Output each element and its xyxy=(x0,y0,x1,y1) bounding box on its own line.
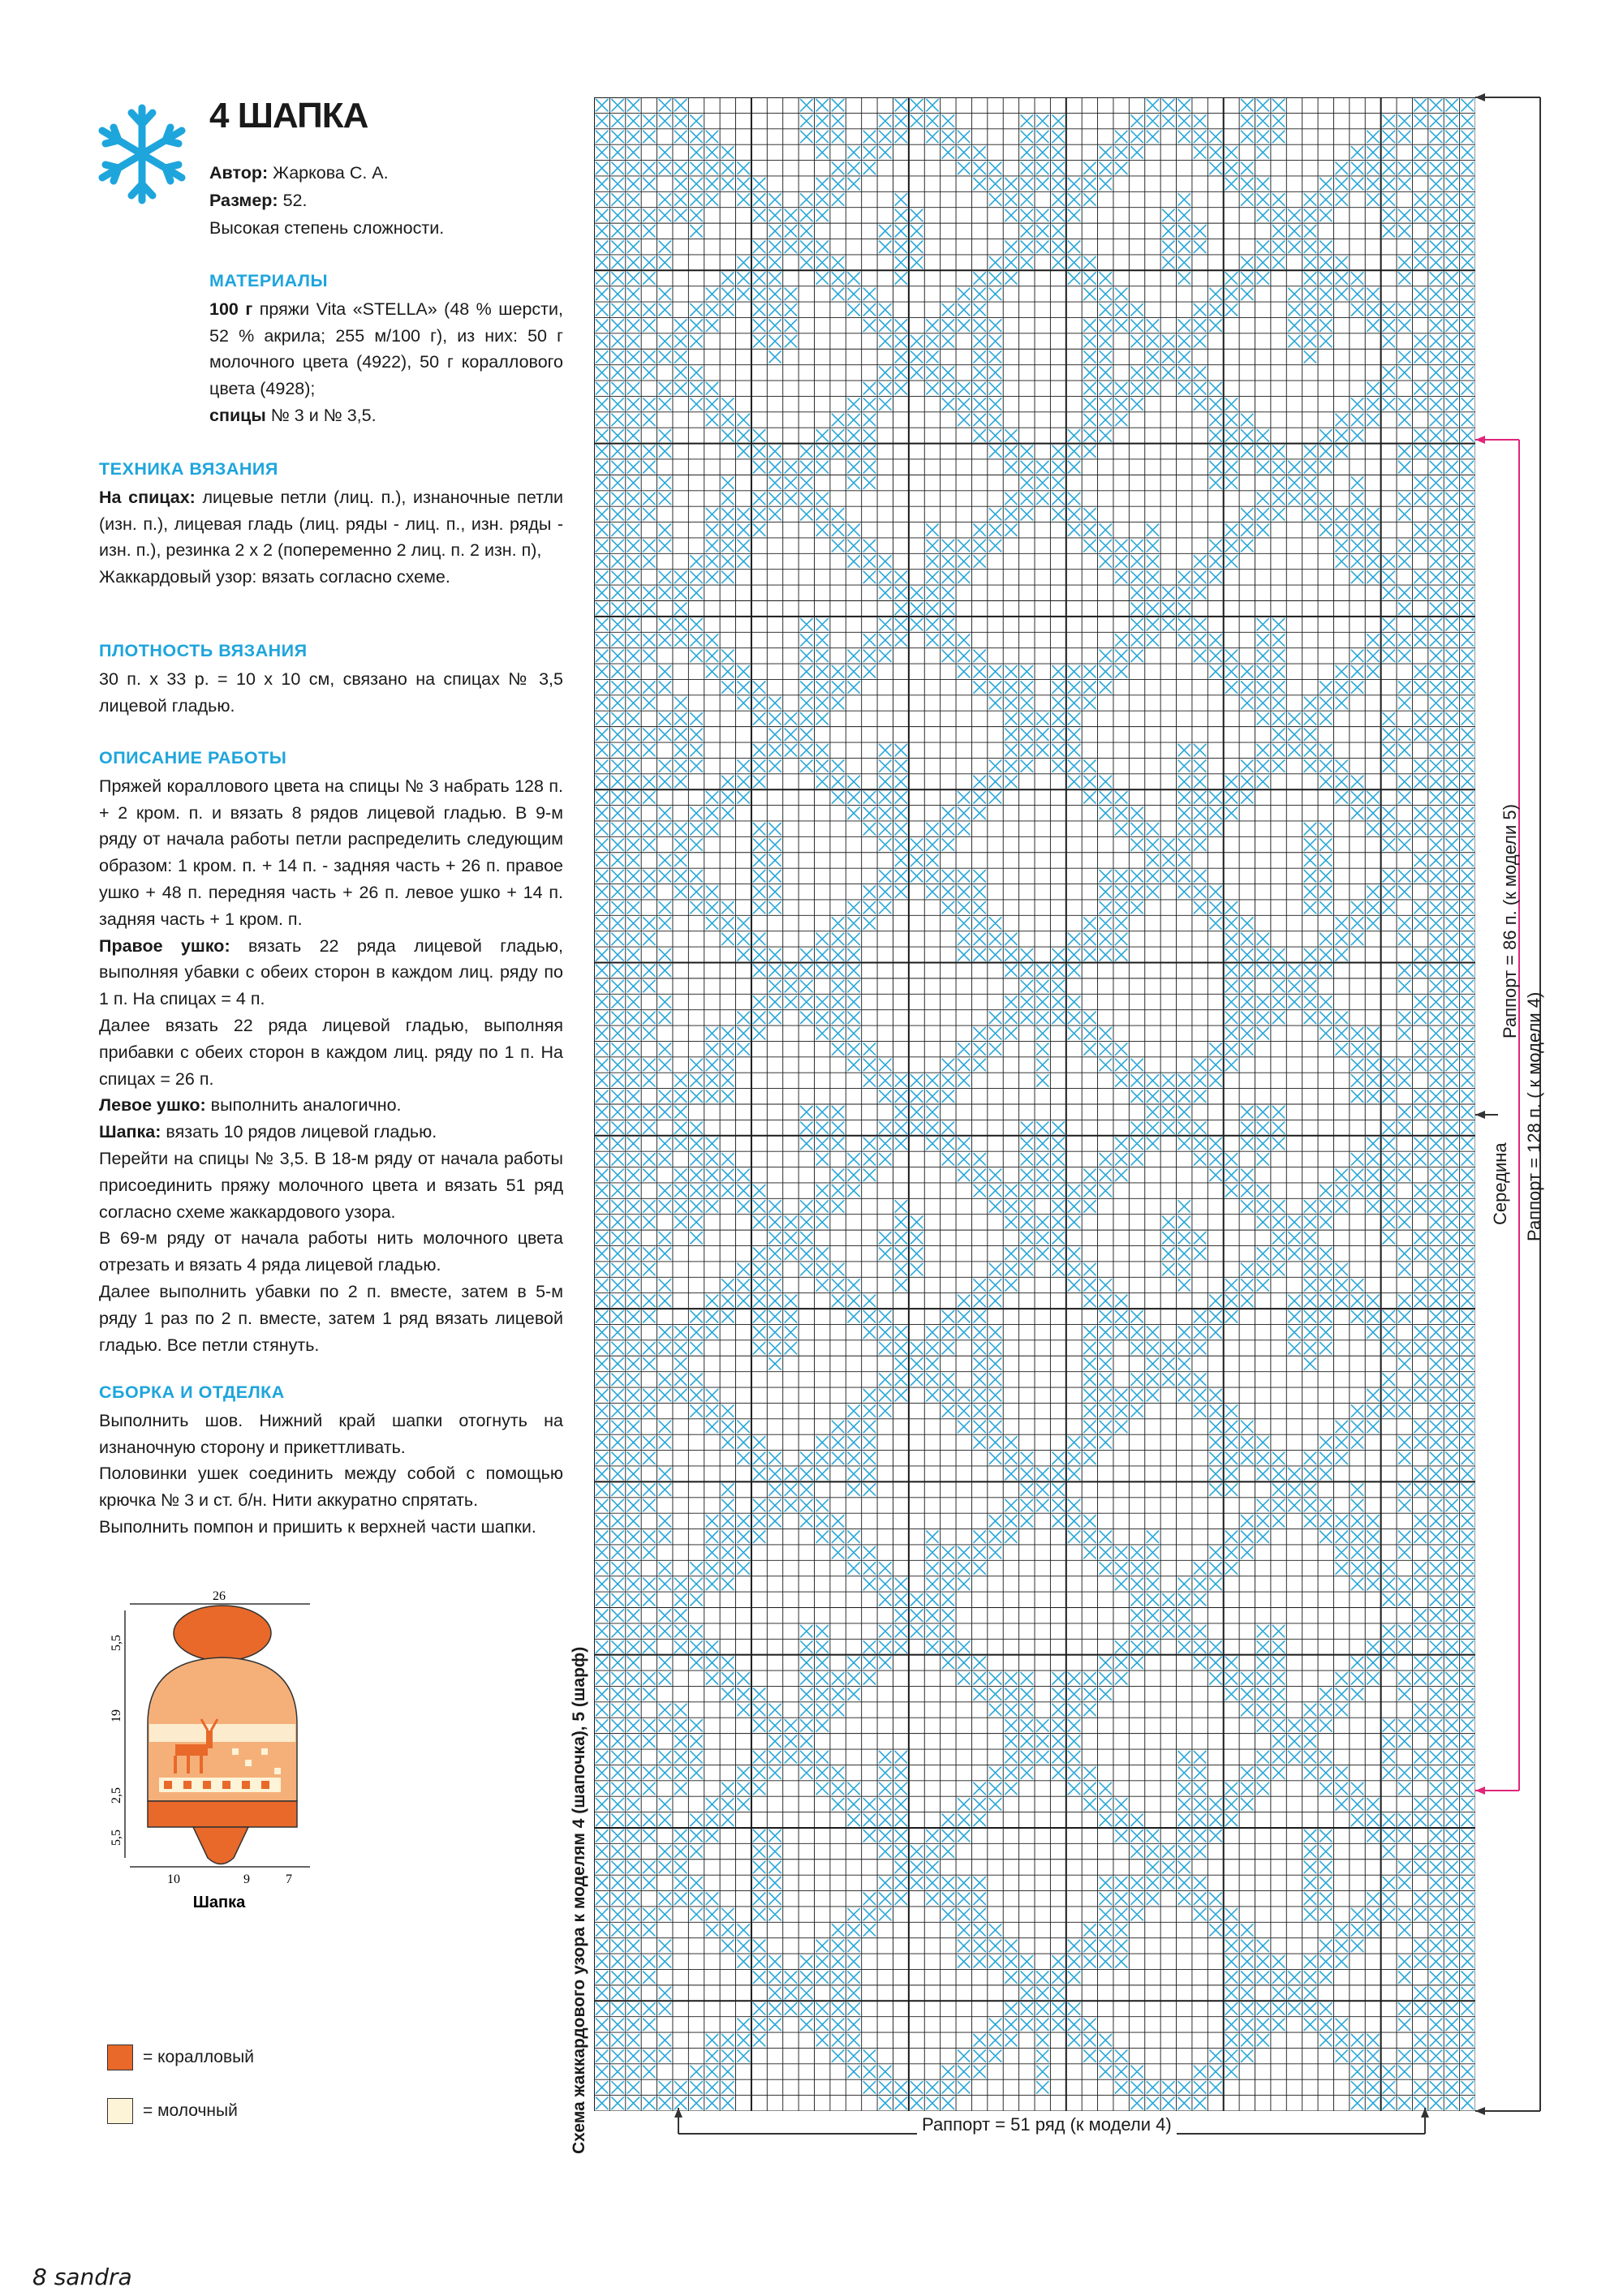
page-title: 4 ШАПКА xyxy=(209,96,368,135)
chart-grid xyxy=(594,97,1475,2111)
right-ear-label: Правое ушко: xyxy=(99,935,230,956)
scheme-label: Схема жаккардового узора к моделям 4 (шапочка), 5 (шарф) xyxy=(570,1646,588,2154)
left-ear-text: выполнить аналогично. xyxy=(205,1095,402,1116)
dim-top: 26 xyxy=(213,1589,226,1603)
legend-swatch-milk xyxy=(107,2098,133,2124)
size-label: Размер: xyxy=(209,191,278,210)
diagram-caption: Шапка xyxy=(192,1894,246,1911)
gauge-section xyxy=(99,638,563,719)
pompom xyxy=(174,1606,271,1661)
materials-section xyxy=(209,268,563,429)
snowflake-icon xyxy=(97,101,187,207)
yarn-amount: 100 г xyxy=(209,299,253,319)
technique-lead: На спицах: xyxy=(99,487,196,507)
left-ear-label: Левое ушко: xyxy=(99,1095,206,1116)
description-p6: Перейти на спицы № 3,5. В 18-м ряду от начала работы присоединить пряжу молочного цвета и вязать 51 ряд согласно схеме жаккардового узора. xyxy=(99,1148,563,1222)
needles: № 3 и № 3,5. xyxy=(265,405,377,425)
dim-bottom-2: 9 xyxy=(243,1872,250,1886)
hat-label: Шапка: xyxy=(99,1122,161,1142)
meta-block xyxy=(209,159,583,242)
technique-text2: Жаккардовый узор: вязать согласно схеме. xyxy=(99,567,450,587)
materials-heading: МАТЕРИАЛЫ xyxy=(209,271,329,290)
gauge-text: 30 п. х 33 р. = 10 х 10 см, связано на спицах № 3,5 лицевой гладью. xyxy=(99,669,563,716)
dim-bottom-1: 10 xyxy=(167,1872,180,1886)
rapport-86-label: Раппорт = 86 п. (к модели 5) xyxy=(1500,804,1520,1038)
jacquard-chart xyxy=(594,97,1475,2111)
page-footer: 8 sandra xyxy=(32,2264,132,2290)
needles-label: спицы xyxy=(209,405,266,425)
dim-left-1: 5,5 xyxy=(110,1635,123,1651)
assembly-heading: СБОРКА И ОТДЕЛКА xyxy=(99,1382,285,1402)
description-section xyxy=(99,745,563,1358)
rapport-51-label: Раппорт = 51 ряд (к модели 4) xyxy=(917,2114,1177,2135)
description-p8: Далее выполнить убавки по 2 п. вместе, затем в 5-м ряду 1 раз по 2 п. вместе, затем 1 ряд вязать лицевой гладью. Все петли стянуть. xyxy=(99,1281,563,1355)
description-p3: Далее вязать 22 ряда лицевой гладью, выполняя прибавки с обеих сторон в каждом лиц. ряду по 1 п. На спицах = 26 п. xyxy=(99,1015,563,1089)
assembly-p2: Половинки ушек соединить между собой с помощью крючка № 3 и ст. б/н. Нити аккуратно спрятать. xyxy=(99,1464,563,1511)
ear-flap xyxy=(193,1827,248,1864)
description-p1: Пряжей кораллового цвета на спицы № 3 набрать 128 п. + 2 кром. п. и вязать 8 рядов лицевой гладью. В 9-м ряду от начала работы петли распределить следующим образом: 1 кром. п. + 14 п. - задняя часть + 26 п. правое ушко + 48 п. передняя часть + 26 п. левое ушко + 14 п. задняя часть + 1 кром. п. xyxy=(99,776,563,929)
rapport-128-label: Раппорт = 128 п. ( к модели 4) xyxy=(1524,991,1544,1241)
technique-heading: ТЕХНИКА ВЯЗАНИЯ xyxy=(99,459,278,479)
hat-diagram xyxy=(102,1586,321,1911)
dim-left-4: 5,5 xyxy=(110,1829,123,1846)
assembly-p1: Выполнить шов. Нижний край шапки отогнуть на изнаночную сторону и прикеттливать. xyxy=(99,1410,563,1457)
middle-label: Середина xyxy=(1490,1142,1510,1225)
right-ear-text: вязать 22 ряда лицевой гладью, выполняя убавки с обеих сторон в каждом лиц. ряду по 1 п. На спицах = 4 п. xyxy=(99,935,563,1009)
author-label: Автор: xyxy=(209,163,269,183)
dim-left-2: 19 xyxy=(110,1709,123,1722)
description-p7: В 69-м ряду от начала работы нить молочного цвета отрезать и вязать 4 ряда лицевой гладью. xyxy=(99,1228,563,1275)
hat-band xyxy=(148,1801,297,1827)
difficulty: Высокая степень сложности. xyxy=(209,218,445,238)
technique-section xyxy=(99,456,563,591)
yarn-text: пряжи Vita «STELLA» (48 % шерсти, 52 % акрила; 255 м/100 г), из них: 50 г молочного цвета (4922), 50 г кораллового цвета (4928); xyxy=(209,299,563,399)
legend-label-coral: = коралловый xyxy=(143,2048,254,2066)
gauge-heading: ПЛОТНОСТЬ ВЯЗАНИЯ xyxy=(99,641,308,660)
dim-bottom-3: 7 xyxy=(286,1872,292,1886)
rapport-markers xyxy=(1475,91,1565,2127)
legend-swatch-coral xyxy=(107,2044,133,2070)
hat-text: вязать 10 рядов лицевой гладью. xyxy=(161,1122,437,1142)
legend-label-milk: = молочный xyxy=(143,2101,238,2120)
description-heading: ОПИСАНИЕ РАБОТЫ xyxy=(99,748,287,767)
assembly-section xyxy=(99,1379,563,1541)
size: 52. xyxy=(278,191,308,210)
technique-text: лицевые петли (лиц. п.), изнаночные петли (изн. п.), лицевая гладь (лиц. ряды - лиц. п., изн. ряды - изн. п.), резинка 2 х 2 (попеременно 2 лиц. п. 2 изн. п), xyxy=(99,487,564,561)
assembly-p3: Выполнить помпон и пришить к верхней части шапки. xyxy=(99,1516,536,1537)
dim-left-3: 2,5 xyxy=(110,1787,123,1804)
author: Жаркова С. А. xyxy=(268,163,389,183)
